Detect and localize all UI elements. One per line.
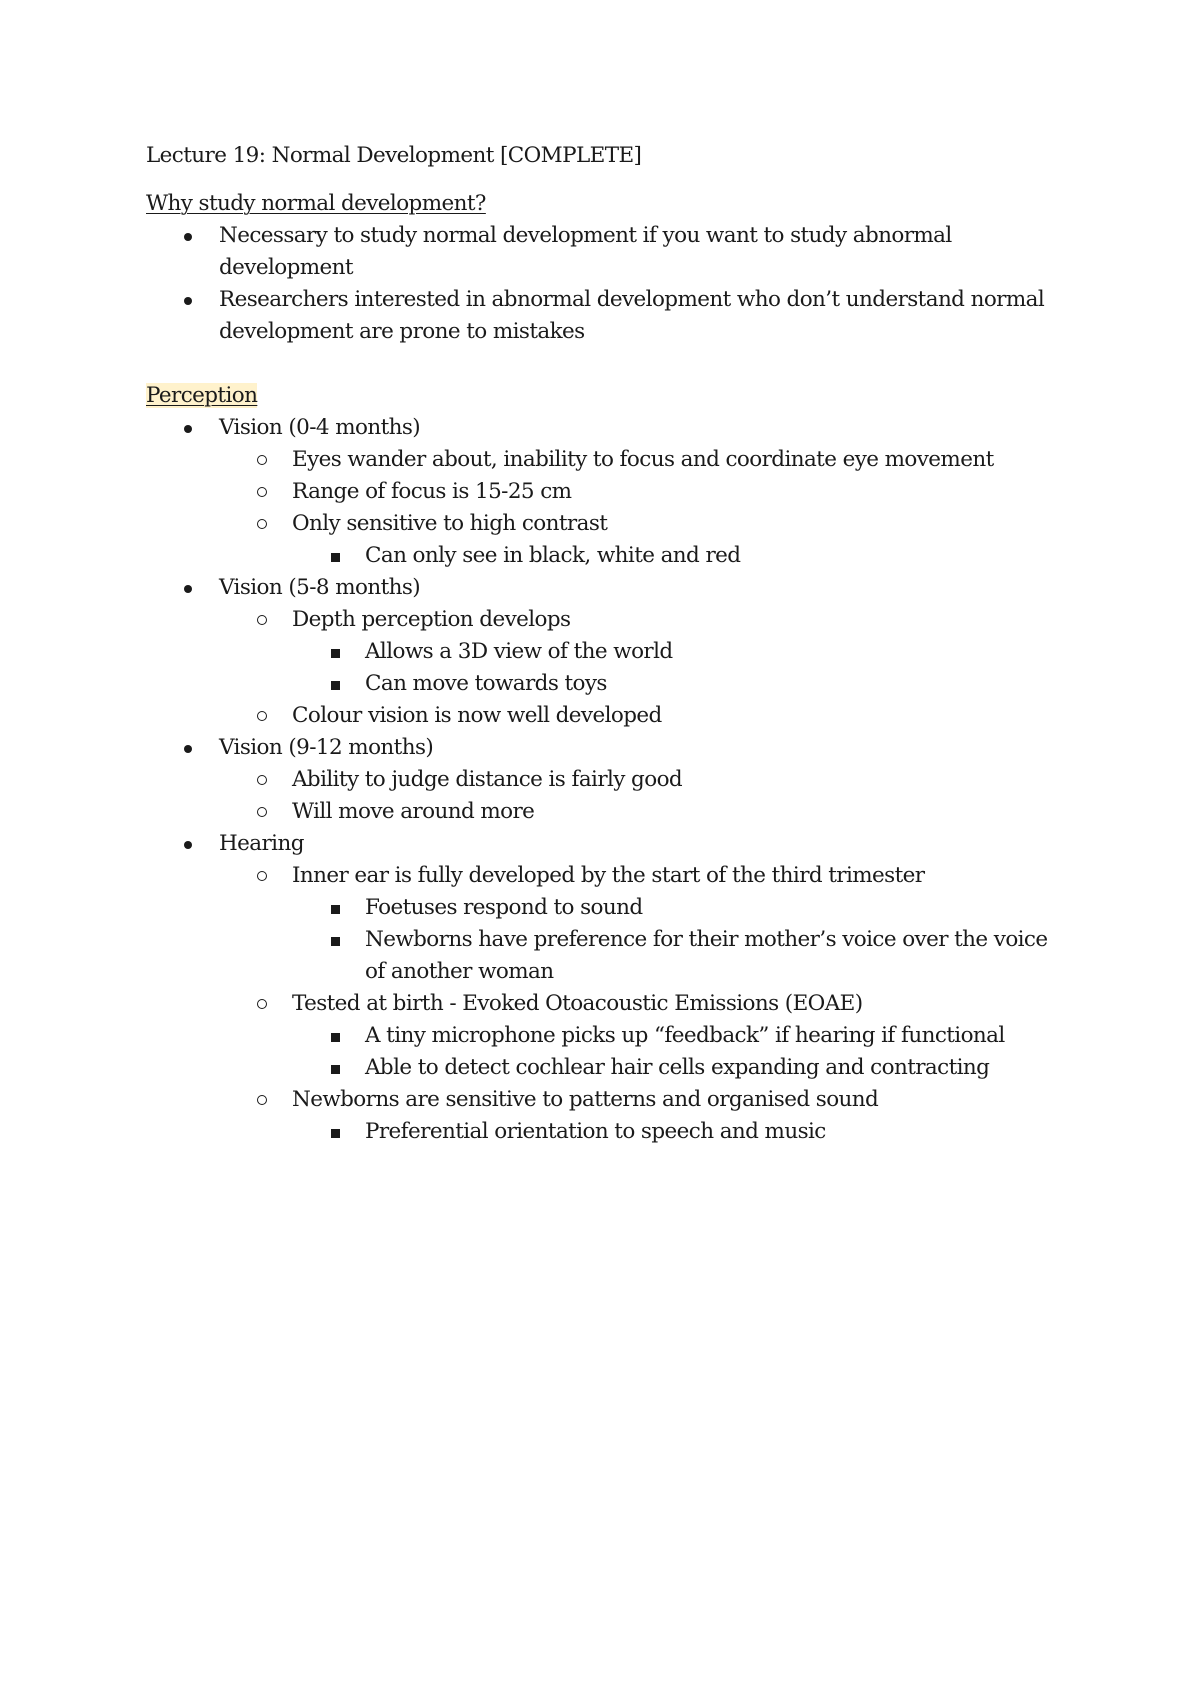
sub-list-item-text: Depth perception develops xyxy=(292,607,571,632)
sub-list-item xyxy=(146,604,1066,700)
bullet-circle-icon xyxy=(257,519,267,529)
sub-list-item xyxy=(146,476,1066,508)
list-item xyxy=(146,220,1066,284)
bullet-circle-icon xyxy=(257,871,267,881)
sub-list-item-text: Ability to judge distance is fairly good xyxy=(292,767,683,792)
sub-list-item-text: Only sensitive to high contrast xyxy=(292,511,608,536)
list-item-text: Vision (5-8 months) xyxy=(219,575,421,600)
bullet-circle-icon xyxy=(257,615,267,625)
list-item-text: Hearing xyxy=(219,831,304,856)
bullet-square-icon xyxy=(331,681,340,690)
section-heading xyxy=(146,188,1066,220)
sub-sub-list-item-text: Newborns have preference for their mother’s voice over the voice of another woman xyxy=(365,927,1048,984)
list-item-text: Vision (0-4 months) xyxy=(219,415,421,440)
bullet-list xyxy=(146,220,1066,348)
list-item xyxy=(146,732,1066,828)
section-heading xyxy=(146,380,1066,412)
sub-list xyxy=(146,604,1066,732)
sub-sub-list-item-text: Preferential orientation to speech and music xyxy=(365,1119,826,1144)
sub-sub-list xyxy=(146,1116,1066,1148)
sub-sub-list-item-text: Can move towards toys xyxy=(365,671,607,696)
bullet-disc-icon xyxy=(184,297,192,305)
sub-sub-list-item-text: Able to detect cochlear hair cells expanding and contracting xyxy=(365,1055,990,1080)
sub-sub-list-item-text: Foetuses respond to sound xyxy=(365,895,643,920)
sub-list-item xyxy=(146,796,1066,828)
bullet-square-icon xyxy=(331,937,340,946)
sub-list-item xyxy=(146,700,1066,732)
sub-list-item xyxy=(146,764,1066,796)
bullet-disc-icon xyxy=(184,233,192,241)
section-heading-text: Perception xyxy=(146,383,258,408)
sub-sub-list xyxy=(146,540,1066,572)
sub-sub-list-item xyxy=(146,892,1066,924)
sub-list-item xyxy=(146,508,1066,572)
bullet-square-icon xyxy=(331,649,340,658)
bullet-disc-icon xyxy=(184,745,192,753)
sub-list-item xyxy=(146,444,1066,476)
bullet-disc-icon xyxy=(184,425,192,433)
sub-list xyxy=(146,764,1066,828)
sub-sub-list-item-text: A tiny microphone picks up “feedback” if hearing if functional xyxy=(365,1023,1005,1048)
sub-sub-list-item xyxy=(146,924,1066,988)
sub-sub-list-item xyxy=(146,1020,1066,1052)
sub-sub-list xyxy=(146,1020,1066,1084)
list-item xyxy=(146,284,1066,348)
bullet-circle-icon xyxy=(257,807,267,817)
sub-list-item xyxy=(146,860,1066,988)
sub-list xyxy=(146,444,1066,572)
bullet-list xyxy=(146,412,1066,1148)
sub-list-item-text: Will move around more xyxy=(292,799,535,824)
bullet-square-icon xyxy=(331,1065,340,1074)
sub-sub-list-item xyxy=(146,668,1066,700)
sub-sub-list-item-text: Allows a 3D view of the world xyxy=(365,639,673,664)
sub-list-item-text: Newborns are sensitive to patterns and organised sound xyxy=(292,1087,879,1112)
list-item xyxy=(146,572,1066,732)
bullet-square-icon xyxy=(331,1033,340,1042)
bullet-circle-icon xyxy=(257,775,267,785)
section-spacer xyxy=(146,348,1066,380)
bullet-circle-icon xyxy=(257,1095,267,1105)
sub-sub-list-item xyxy=(146,1052,1066,1084)
sub-sub-list xyxy=(146,892,1066,988)
bullet-circle-icon xyxy=(257,487,267,497)
sub-sub-list-item xyxy=(146,1116,1066,1148)
document-title: Lecture 19: Normal Development [COMPLETE] xyxy=(146,143,642,168)
sub-sub-list xyxy=(146,636,1066,700)
sub-list-item xyxy=(146,988,1066,1084)
bullet-circle-icon xyxy=(257,455,267,465)
bullet-disc-icon xyxy=(184,841,192,849)
list-item-text: Necessary to study normal development if you want to study abnormal development xyxy=(219,223,952,280)
list-item xyxy=(146,828,1066,1148)
sub-list-item-text: Colour vision is now well developed xyxy=(292,703,662,728)
bullet-circle-icon xyxy=(257,711,267,721)
sub-sub-list-item xyxy=(146,636,1066,668)
sub-sub-list-item xyxy=(146,540,1066,572)
bullet-square-icon xyxy=(331,905,340,914)
sub-list xyxy=(146,860,1066,1148)
bullet-square-icon xyxy=(331,553,340,562)
section-heading-text: Why study normal development? xyxy=(146,191,486,216)
sub-list-item xyxy=(146,1084,1066,1148)
bullet-disc-icon xyxy=(184,585,192,593)
document-page xyxy=(146,140,1066,1148)
list-item-text: Researchers interested in abnormal development who don’t understand normal development are prone to mistakes xyxy=(219,287,1045,344)
sub-sub-list-item-text: Can only see in black, white and red xyxy=(365,543,741,568)
sub-list-item-text: Inner ear is fully developed by the start of the third trimester xyxy=(292,863,925,888)
bullet-square-icon xyxy=(331,1129,340,1138)
list-item-text: Vision (9-12 months) xyxy=(219,735,434,760)
document-body xyxy=(146,188,1066,1148)
sub-list-item-text: Range of focus is 15-25 cm xyxy=(292,479,572,504)
sub-list-item-text: Tested at birth - Evoked Otoacoustic Emissions (EOAE) xyxy=(292,991,863,1016)
sub-list-item-text: Eyes wander about, inability to focus and coordinate eye movement xyxy=(292,447,994,472)
list-item xyxy=(146,412,1066,572)
bullet-circle-icon xyxy=(257,999,267,1009)
